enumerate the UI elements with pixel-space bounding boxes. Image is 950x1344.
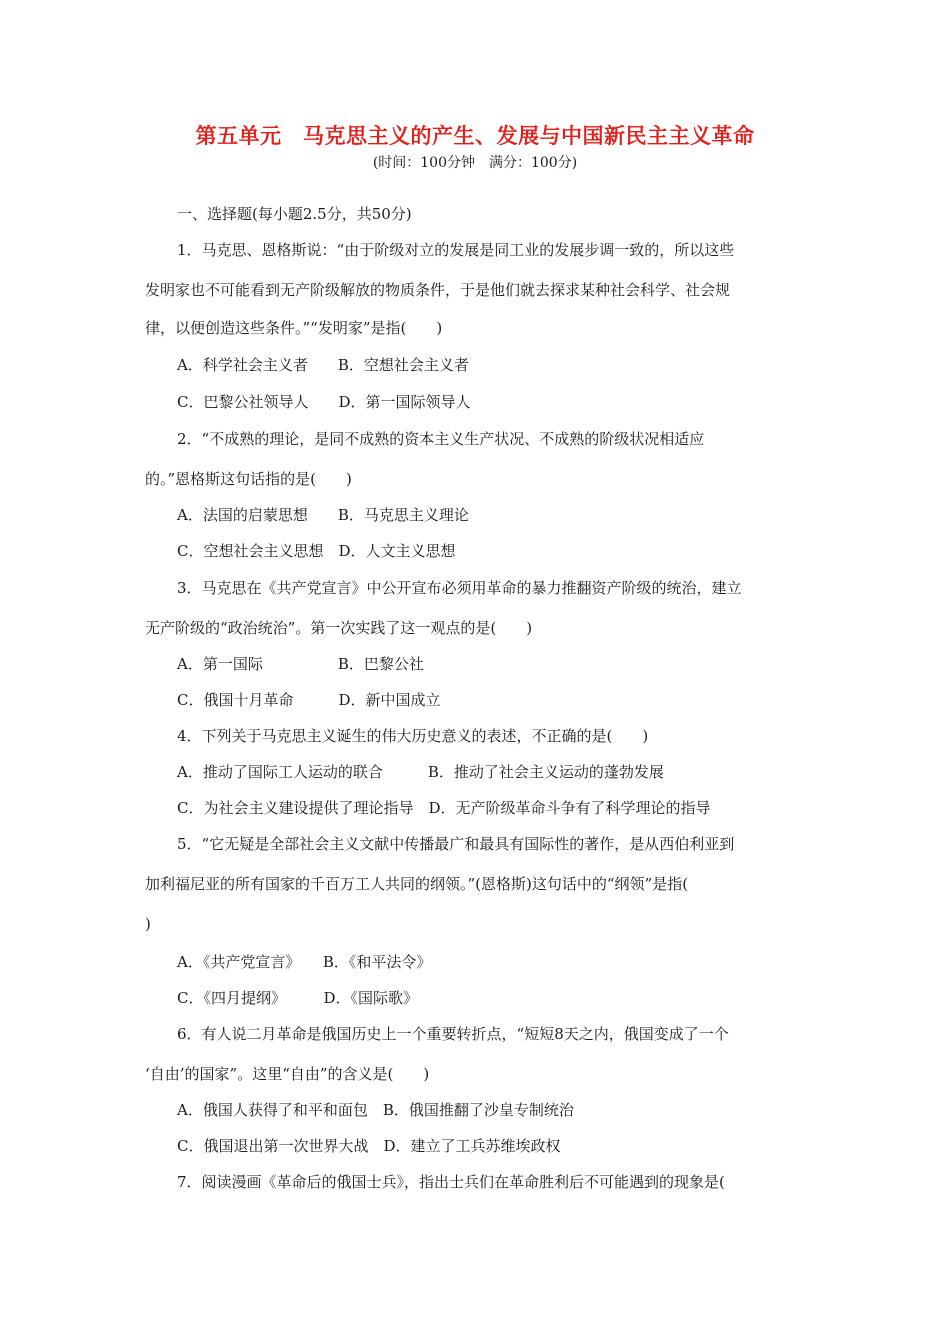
text-line: 发明家也不可能看到无产阶级解放的物质条件，于是他们就去探求某种社会科学、社会规 (145, 281, 731, 299)
text-line: 5．“它无疑是全部社会主义文献中传播最广和最具有国际性的著作，是从西伯利亚到 (177, 835, 735, 853)
text-line: 3．马克思在《共产党宣言》中公开宣布必须用革命的暴力推翻资产阶级的统治，建立 (177, 579, 742, 597)
option-line: C．俄国十月革命 D．新中国成立 (177, 691, 441, 709)
text-line: 的。”恩格斯这句话指的是( ) (145, 470, 352, 488)
page-subtitle: (时间：100分钟 满分：100分) (372, 155, 578, 171)
text-line: ‘自由’的国家”。这里“自由”的含义是( ) (145, 1065, 430, 1083)
page-title: 第五单元 马克思主义的产生、发展与中国新民主主义革命 (195, 123, 755, 148)
option-line: A．俄国人获得了和平和面包 B．俄国推翻了沙皇专制统治 (177, 1101, 574, 1119)
option-line: A．推动了国际工人运动的联合 B．推动了社会主义运动的蓬勃发展 (177, 763, 664, 781)
option-line: C．俄国退出第一次世界大战 D．建立了工兵苏维埃政权 (177, 1137, 561, 1155)
section-heading: 一、选择题(每小题2.5分，共50分) (177, 205, 412, 223)
text-line: 律，以便创造这些条件。”“发明家”是指( ) (145, 319, 443, 337)
text-line: 无产阶级的“政治统治”。第一次实践了这一观点的是( ) (145, 619, 533, 637)
text-line: ) (145, 915, 151, 933)
option-line: C．空想社会主义思想 D．人文主义思想 (177, 542, 456, 560)
option-line: C．《四月提纲》 D．《国际歌》 (177, 989, 419, 1007)
option-line: C．巴黎公社领导人 D．第一国际领导人 (177, 393, 471, 411)
text-line: 1．马克思、恩格斯说：“由于阶级对立的发展是同工业的发展步调一致的，所以这些 (177, 241, 735, 259)
option-line: A．第一国际 B．巴黎公社 (177, 655, 424, 673)
text-line: 7．阅读漫画《革命后的俄国士兵》，指出士兵们在革命胜利后不可能遇到的现象是( (177, 1173, 725, 1191)
option-line: A．《共产党宣言》 B．《和平法令》 (177, 953, 432, 971)
text-line: 6．有人说二月革命是俄国历史上一个重要转折点，“短短8天之内，俄国变成了一个 (177, 1025, 729, 1043)
text-line: 2．“不成熟的理论，是同不成熟的资本主义生产状况、不成熟的阶级状况相适应 (177, 430, 705, 448)
text-line: 加利福尼亚的所有国家的千百万工人共同的纲领。”(恩格斯)这句话中的“纲领”是指( (145, 875, 689, 893)
option-line: A．科学社会主义者 B．空想社会主义者 (177, 356, 469, 374)
option-line: C．为社会主义建设提供了理论指导 D．无产阶级革命斗争有了科学理论的指导 (177, 799, 711, 817)
option-line: A．法国的启蒙思想 B．马克思主义理论 (177, 506, 469, 524)
text-line: 4．下列关于马克思主义诞生的伟大历史意义的表述，不正确的是( ) (177, 727, 649, 745)
